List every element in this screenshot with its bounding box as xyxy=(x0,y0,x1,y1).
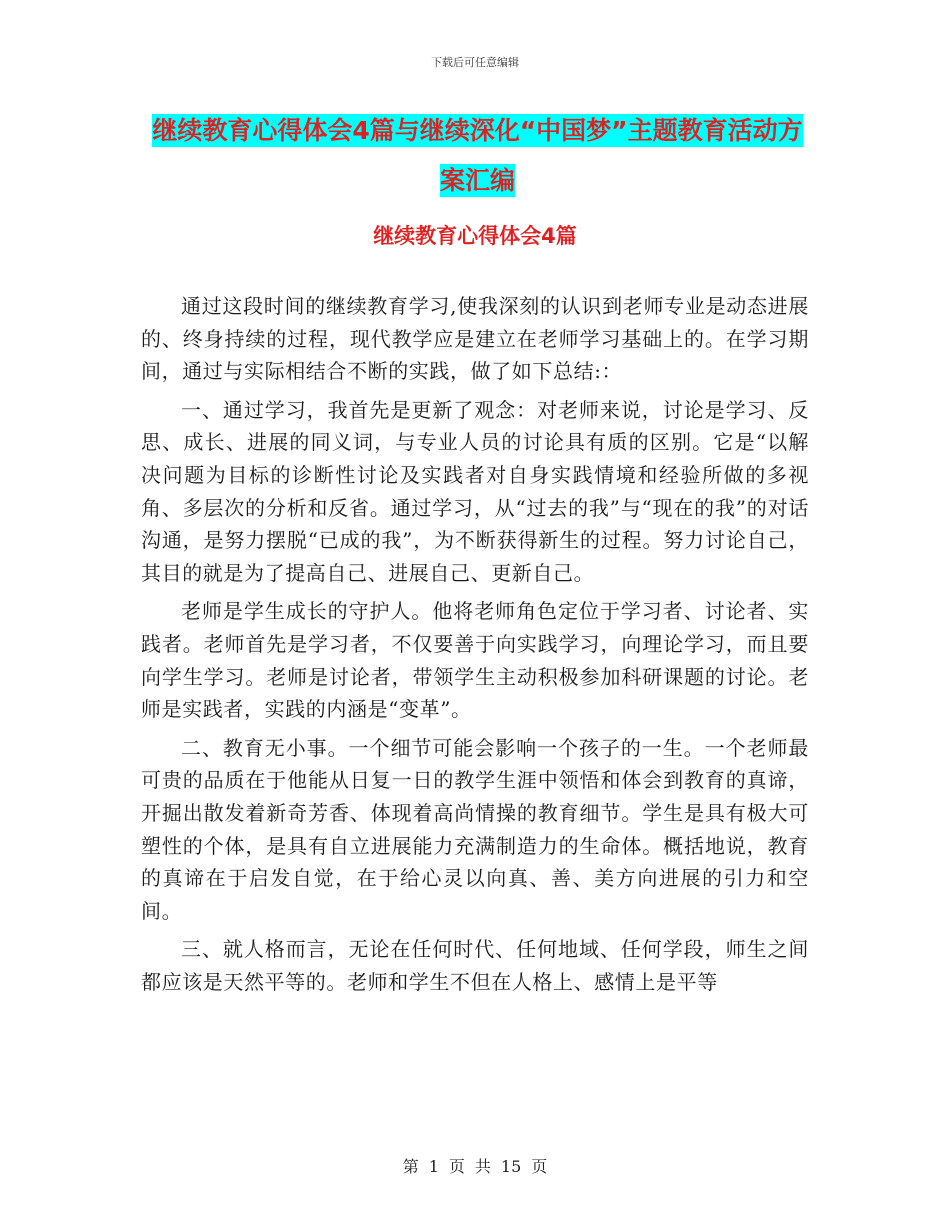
paragraph: 二、教育无小事。一个细节可能会影响一个孩子的一生。一个老师最可贵的品质在于他能从日复一日的教学生涯中领悟和体会到教育的真谛，开掘出散发着新奇芳香、体现着高尚情操的教育细节。学生是具有极大可塑性的个体，是具有自立进展能力充满制造力的生命体。概括地说，教育的真谛在于启发自觉，在于给心灵以向真、善、美方向进展的引力和空间。 xyxy=(141,735,809,923)
section-title: 继续教育心得体会4篇 xyxy=(373,224,577,248)
footer-total-label: 共 xyxy=(474,1157,491,1176)
body-text xyxy=(141,290,809,1004)
paragraph: 老师是学生成长的守护人。他将老师角色定位于学习者、讨论者、实践者。老师首先是学习者，不仅要善于向实践学习，向理论学习，而且要向学生学习。老师是讨论者，带领学生主动积极参加科研课题的讨论。老师是实践者，实践的内涵是“变革”。 xyxy=(141,599,809,722)
page-header-note: 下载后可任意编辑 xyxy=(431,56,519,69)
footer-page-label: 页 xyxy=(448,1157,465,1176)
title-highlight: 继续教育心得体会4篇与继续深化“中国梦”主题教育活动方案汇编 xyxy=(152,116,803,195)
paragraph: 一、通过学习，我首先是更新了观念：对老师来说，讨论是学习、反思、成长、进展的同义词，与专业人员的讨论具有质的区别。它是“以解决问题为目标的诊断性讨论及实践者对自身实践情境和经验所做的多视角、多层次的分析和反省。通过学习，从“过去的我”与“现在的我”的对话沟通，是努力摆脱“已成的我”，为不断获得新生的过程。努力讨论自己，其目的就是为了提高自己、进展自己、更新自己。 xyxy=(141,397,809,585)
page-footer xyxy=(0,1154,950,1177)
document-title xyxy=(140,106,815,206)
footer-current-page: 1 xyxy=(428,1157,439,1176)
footer-total-pages: 15 xyxy=(500,1157,522,1176)
paragraph: 三、就人格而言，无论在任何时代、任何地域、任何学段，师生之间都应该是天然平等的。老师和学生不但在人格上、感情上是平等 xyxy=(141,937,809,994)
footer-prefix: 第 xyxy=(402,1157,419,1176)
footer-suffix: 页 xyxy=(531,1157,548,1176)
paragraph: 通过这段时间的继续教育学习,使我深刻的认识到老师专业是动态进展的、终身持续的过程，现代教学应是建立在老师学习基础上的。在学习期间，通过与实际相结合不断的实践，做了如下总结:： xyxy=(141,294,809,384)
